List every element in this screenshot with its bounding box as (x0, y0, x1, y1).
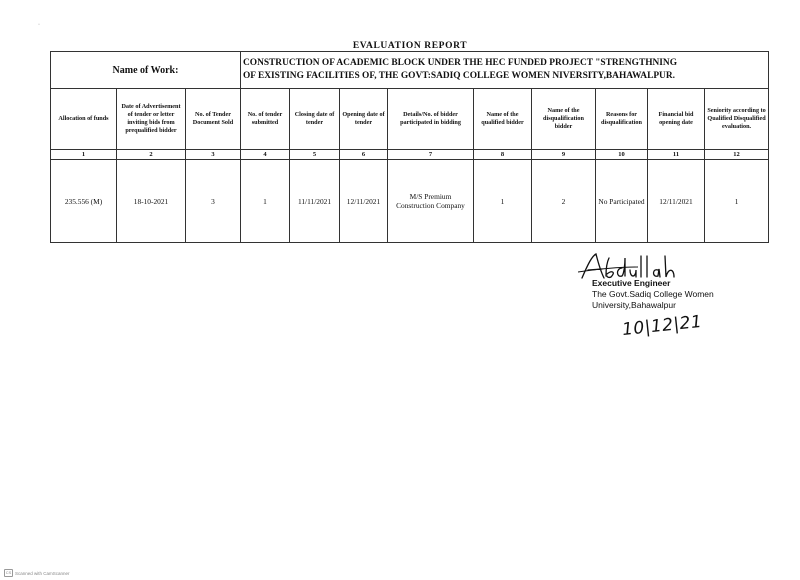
column-number-row (51, 150, 769, 160)
signature-date: 10|12|21 (621, 311, 704, 341)
column-number: 2 (117, 150, 186, 160)
table-row (51, 160, 769, 243)
column-header: Name of the disqualification bidder (532, 89, 596, 150)
column-header: Financial bid opening date (648, 89, 705, 150)
cell-advertisement-date: 18-10-2021 (117, 160, 186, 243)
signatory-title: Executive Engineer (592, 278, 671, 288)
column-number: 3 (186, 150, 241, 160)
name-of-work-line-1: CONSTRUCTION OF ACADEMIC BLOCK UNDER THE HEC FUNDED PROJECT "STRENGTHNING (243, 58, 677, 68)
column-header: Allocation of funds (51, 89, 117, 150)
report-title: EVALUATION REPORT (352, 41, 468, 51)
column-header: Reasons for disqualification (596, 89, 648, 150)
cell-qualified-bidder: 1 (474, 160, 532, 243)
column-number: 11 (648, 150, 705, 160)
cell-opening-date: 12/11/2021 (340, 160, 388, 243)
column-number: 1 (51, 150, 117, 160)
column-number: 12 (705, 150, 769, 160)
signature-block (592, 278, 714, 311)
name-of-work-row (51, 52, 769, 89)
column-number: 10 (596, 150, 648, 160)
cell-allocation-of-funds: 235.556 (M) (51, 160, 117, 243)
column-number: 7 (388, 150, 474, 160)
cell-disqualification-reason: No Participated (596, 160, 648, 243)
cell-closing-date: 11/11/2021 (290, 160, 340, 243)
signatory-org-line-1: The Govt.Sadiq College Women (592, 289, 714, 299)
camscanner-icon: CS (5, 570, 12, 575)
cell-bidder-details: M/S Premium Construction Company (388, 160, 474, 243)
column-header: Details/No. of bidder participated in bidding (388, 89, 474, 150)
cell-tenders-submitted: 1 (241, 160, 290, 243)
column-header: No. of tender submitted (241, 89, 290, 150)
column-number: 9 (532, 150, 596, 160)
cell-financial-bid-opening-date: 12/11/2021 (648, 160, 705, 243)
cell-documents-sold: 3 (186, 160, 241, 243)
scan-mark: · (38, 22, 40, 28)
column-header: Name of the qualified bidder (474, 89, 532, 150)
column-header: Closing date of tender (290, 89, 340, 150)
column-header: Opening date of tender (340, 89, 388, 150)
column-number: 6 (340, 150, 388, 160)
scanner-stamp-text: Scanned with CamScanner (15, 570, 70, 576)
evaluation-table (50, 51, 769, 243)
scanner-stamp (4, 569, 70, 577)
column-number: 8 (474, 150, 532, 160)
cell-disqualified-bidder: 2 (532, 160, 596, 243)
column-number: 4 (241, 150, 290, 160)
signatory-org-line-2: University,Bahawalpur (592, 300, 676, 310)
name-of-work-value (241, 52, 769, 89)
column-number: 5 (290, 150, 340, 160)
column-header: Date of Advertisement of tender or letter inviting bids from prequalified bidder (117, 89, 186, 150)
column-header-row (51, 89, 769, 150)
column-header: Seniority according to Qualified Disqualified evaluation. (705, 89, 769, 150)
cell-seniority: 1 (705, 160, 769, 243)
column-header: No. of Tender Document Sold (186, 89, 241, 150)
name-of-work-label: Name of Work: (51, 52, 241, 89)
name-of-work-line-2: OF EXISTING FACILITIES OF, THE GOVT:SADIQ COLLEGE WOMEN NIVERSITY,BAHAWALPUR. (243, 71, 675, 81)
